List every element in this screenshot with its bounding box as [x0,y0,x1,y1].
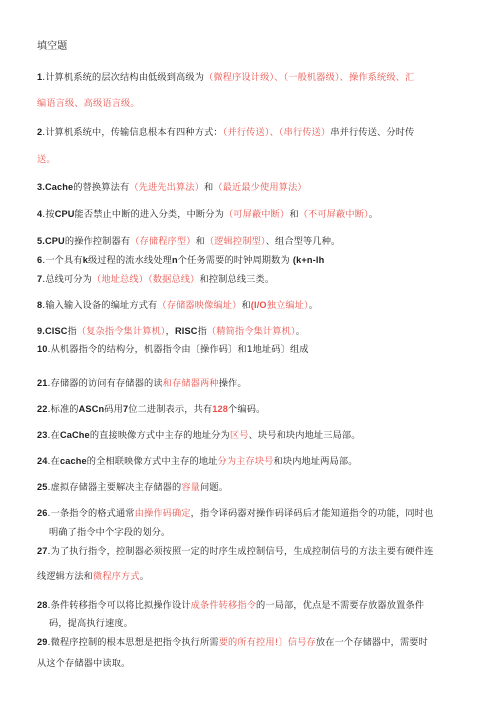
question-text: 的操作控制器有 [64,236,131,247]
answer-text: （最近最少使用算法） [213,182,307,193]
question-text: 码用 [104,404,123,415]
question-number: 5 [37,236,43,246]
question-text: .计算机系统中，传输信息根本有四种方式： [42,127,223,138]
question-text: 、块号和块内地址三局部。 [248,430,361,441]
question-text: 的替换算法有 [73,182,130,193]
question-number: 6 [37,255,43,265]
question-text: .一个具有 [42,255,83,266]
question-text: 级过程的流水线处理 [87,255,172,266]
question-text: .计算机系统的层次结构由低级到高级为 [42,72,205,83]
question-number: 22 [37,404,48,414]
question-28-line-1 [37,599,474,612]
question-number: 21 [37,378,48,388]
question-text: 和 [204,182,214,193]
question-text: .输入输入设备的编址方式有 [42,300,158,311]
question-text: 位二进制表示，共有 [128,404,213,415]
answer-text: （存储程序型） [130,236,196,247]
question-text: 操作。 [218,378,247,389]
question-10 [37,343,474,356]
question-21 [37,377,474,390]
answer-text: 区号 [229,430,249,441]
question-28-line-2 [49,617,474,630]
question-term: ASCn [78,404,105,414]
question-text: 和 [289,209,299,220]
question-text: .从机器指令的结构分，机器指令由〔操作码〕和1地址码〕组成 [47,344,309,355]
question-22 [37,403,474,416]
question-term: CaChe [59,430,90,440]
question-29-line-1 [37,636,474,649]
question-text: 和控制总线三类。 [199,274,275,285]
question-number: 24 [37,456,48,466]
question-9 [37,325,474,338]
question-text: 、组合型等几种。 [265,236,341,247]
question-text: .为了执行指令，控制器必须按照一定的时序生成控制信号，生成控制信号的方法主要有硬件连 [47,546,434,557]
answer-text: （微程序设计级）、（一般机器级）、操作系统级、汇 [204,72,415,83]
question-text: 和 [195,236,205,247]
question-text: 个编码。 [228,404,266,415]
answer-text: （精简指令集计算机） [206,326,296,337]
question-term: .CPU [42,236,65,246]
question-text: .一条指令的格式通常 [47,508,135,519]
answer-text: （可屏蔽中断） [223,209,290,220]
question-23 [37,429,474,442]
answer-text: 128 [212,404,229,414]
question-term: k [82,255,88,265]
question-text: 和块内地址两局部。 [273,456,358,467]
question-number: 9 [37,326,43,336]
question-text: .标准的 [47,404,79,415]
question-text: .在 [47,456,60,467]
question-term: .Cache [42,182,74,192]
question-text: 明确了指令中个字段的划分。 [49,527,171,538]
question-text: 个任务需要的时钟周期数为 [177,255,290,266]
answer-text: 编语言级、高级语言级。 [37,98,140,109]
answer-text: 分为主存块号 [217,456,274,467]
question-term: 7 [122,404,129,414]
question-4 [37,208,474,221]
answer-text: 成条件转移指令 [190,600,257,611]
question-number: 4 [37,209,43,219]
question-25 [37,481,474,494]
question-text: 的全相联映像方式中主存的地址 [86,456,218,467]
answer-text: （先进先出算法） [129,182,205,193]
answer-term: (I/O [250,300,267,310]
answer-text: 独立编址） [266,300,309,311]
question-6 [37,254,474,267]
answer-text: 由操作码确定 [134,508,191,519]
question-text: 线逻辑方法和 [37,571,94,582]
question-text: ， [165,326,175,337]
question-text: .虚拟存储器主要解决主存储器的 [47,482,182,493]
question-27-line-1 [37,545,474,558]
answer-text: （不可屏蔽中断） [298,209,369,220]
question-text: 指 [67,326,77,337]
answer-text: 送。 [37,154,56,165]
question-5 [37,235,474,248]
question-number: 28 [37,600,48,610]
question-text: 能否禁止中断的进入分类，中断分为 [74,209,224,220]
question-number: 29 [37,637,48,647]
question-26-line-2 [49,526,474,539]
question-text: 和 [241,300,251,311]
question-text: 从这个存储器中读取。 [37,658,131,669]
question-number: 27 [37,546,48,556]
question-text: 码，提高执行速度。 [49,618,134,629]
question-text: .在 [47,430,60,441]
question-8 [37,299,474,312]
question-text: .存储器的访问有存储器的读 [47,378,163,389]
question-term: .CISC [42,326,68,336]
question-text: 。 [368,209,379,220]
question-number: 23 [37,430,48,440]
question-number: 1 [37,72,43,82]
answer-text: 微程序方式 [93,571,140,582]
question-3 [37,181,474,194]
question-number: 2 [37,127,43,137]
question-24 [37,455,474,468]
question-term: n [172,255,178,265]
answer-text: （逻辑控制型） [204,236,266,247]
answer-text: （复杂指令集计算机） [76,326,166,337]
question-1-line-1 [37,71,474,84]
question-text: .条件转移指令可以将比拟操作设计 [47,600,191,611]
question-text: 的一局部，优点是不需要存放器放置条件 [256,600,425,611]
question-number: 7 [37,274,43,284]
question-text: ，指令译码器对操作码译码后才能知道指令的功能，同时也 [190,508,434,519]
answer-text: （并行传送）、（串行传送） [222,127,331,138]
question-term: CPU [54,209,75,219]
question-text: .按 [42,209,55,220]
question-term: cache [59,456,87,466]
question-2-line-2 [37,153,474,166]
answer-formula: (k+n-lh [292,255,325,265]
question-text: 的直接映像方式中主存的地址分为 [89,430,230,441]
question-text: 问题。 [200,482,229,493]
answer-text: （地址总线）（数据总线） [92,274,200,285]
section-title: 填空题 [37,41,68,52]
question-2-line-1 [37,126,474,139]
question-26-line-1 [37,507,474,520]
question-text: 放在一个存储器中，需要时 [315,637,428,648]
question-number: 26 [37,508,48,518]
question-text: .总线可分为 [42,274,93,285]
question-text: 。 [139,571,150,582]
question-29-line-2 [37,657,474,670]
answer-text: 容量 [181,482,201,493]
question-term: RISC [175,326,198,336]
answer-text: 和存储器两种 [162,378,219,389]
answer-text: （存储器映像编址） [157,300,242,311]
answer-text: 要的所有控用!〕信号存 [218,637,316,648]
question-text: 指 [197,326,207,337]
question-number: 10 [37,344,48,354]
question-text: 。 [295,326,306,337]
question-7 [37,273,474,286]
question-text: .微程序控制的根本思想是把指令执行所需 [47,637,219,648]
question-text: 串并行传送、分时传 [330,127,415,138]
question-number: 8 [37,300,43,310]
question-27-line-2 [37,570,474,583]
question-text: 。 [308,300,319,311]
question-1-line-2 [37,97,474,110]
question-number: 3 [37,182,43,192]
question-number: 25 [37,482,48,492]
